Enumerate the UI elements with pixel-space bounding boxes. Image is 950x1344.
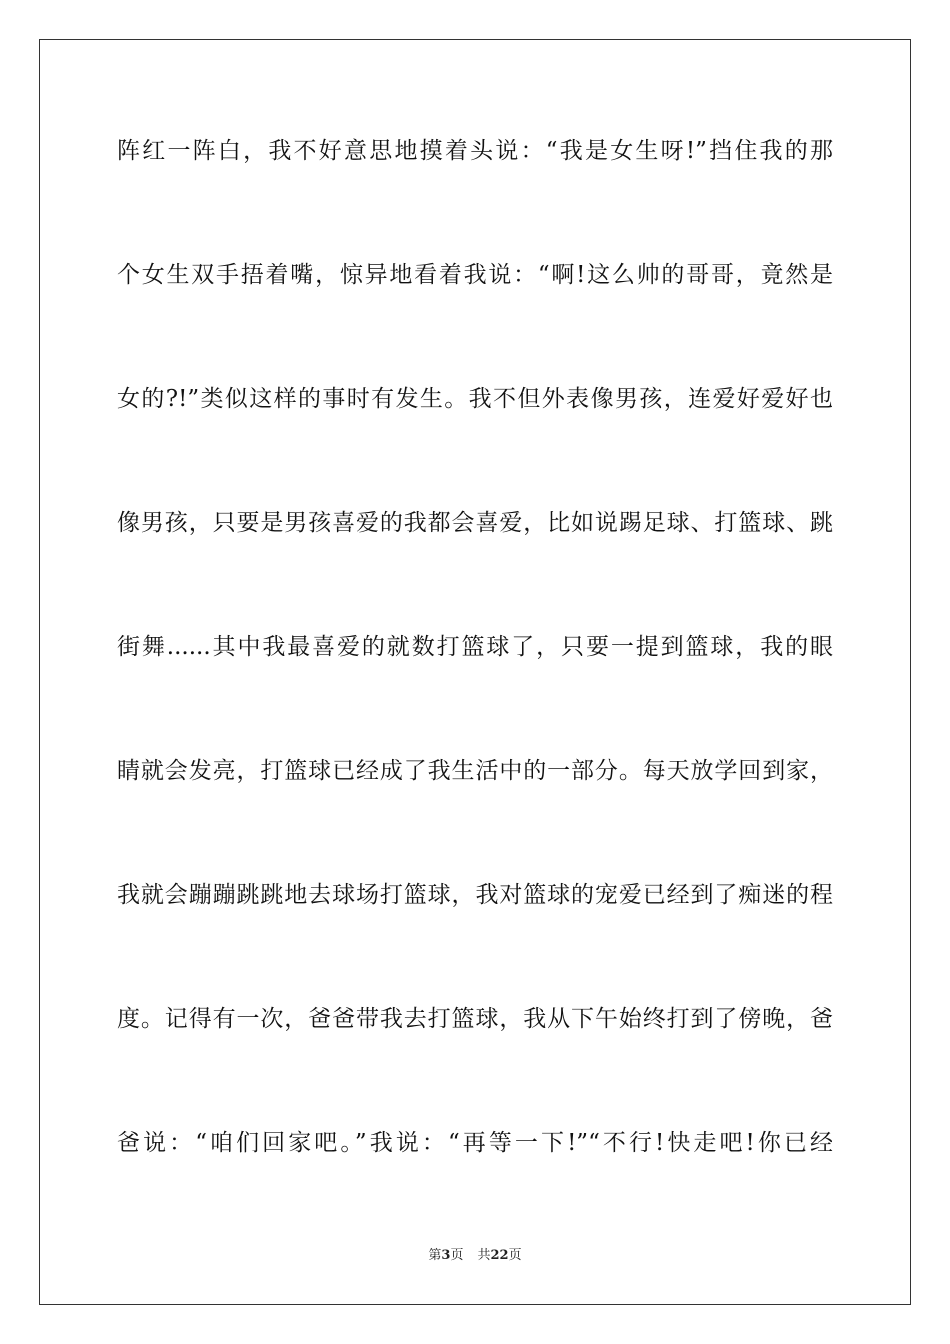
page-prefix: 第 (428, 1248, 442, 1263)
total-prefix: 共 (477, 1248, 491, 1263)
text-line: 个女生双手捂着嘴，惊异地看着我说：“啊!这么帅的哥哥，竟然是 (117, 262, 833, 288)
text-line: 街舞......其中我最喜爱的就数打篮球了，只要一提到篮球，我的眼 (117, 634, 833, 660)
text-line: 像男孩，只要是男孩喜爱的我都会喜爱，比如说踢足球、打篮球、跳 (117, 510, 833, 536)
page-total-number: 22 (490, 1248, 509, 1263)
page-current-number: 3 (441, 1248, 451, 1263)
text-line: 阵红一阵白，我不好意思地摸着头说：“我是女生呀!”挡住我的那 (117, 138, 833, 164)
page-border (39, 39, 911, 1305)
text-line: 爸说：“咱们回家吧。”我说：“再等一下!”“不行!快走吧!你已经 (117, 1130, 833, 1156)
total-suffix: 页 (508, 1248, 522, 1263)
text-line: 度。记得有一次，爸爸带我去打篮球，我从下午始终打到了傍晚，爸 (117, 1006, 833, 1032)
text-line: 女的?!”类似这样的事时有发生。我不但外表像男孩，连爱好爱好也 (117, 386, 833, 412)
text-line: 我就会蹦蹦跳跳地去球场打篮球，我对篮球的宠爱已经到了痴迷的程 (117, 882, 833, 908)
page-suffix: 页 (450, 1248, 464, 1263)
page-footer (0, 1246, 950, 1266)
text-line: 睛就会发亮，打篮球已经成了我生活中的一部分。每天放学回到家， (117, 758, 833, 784)
